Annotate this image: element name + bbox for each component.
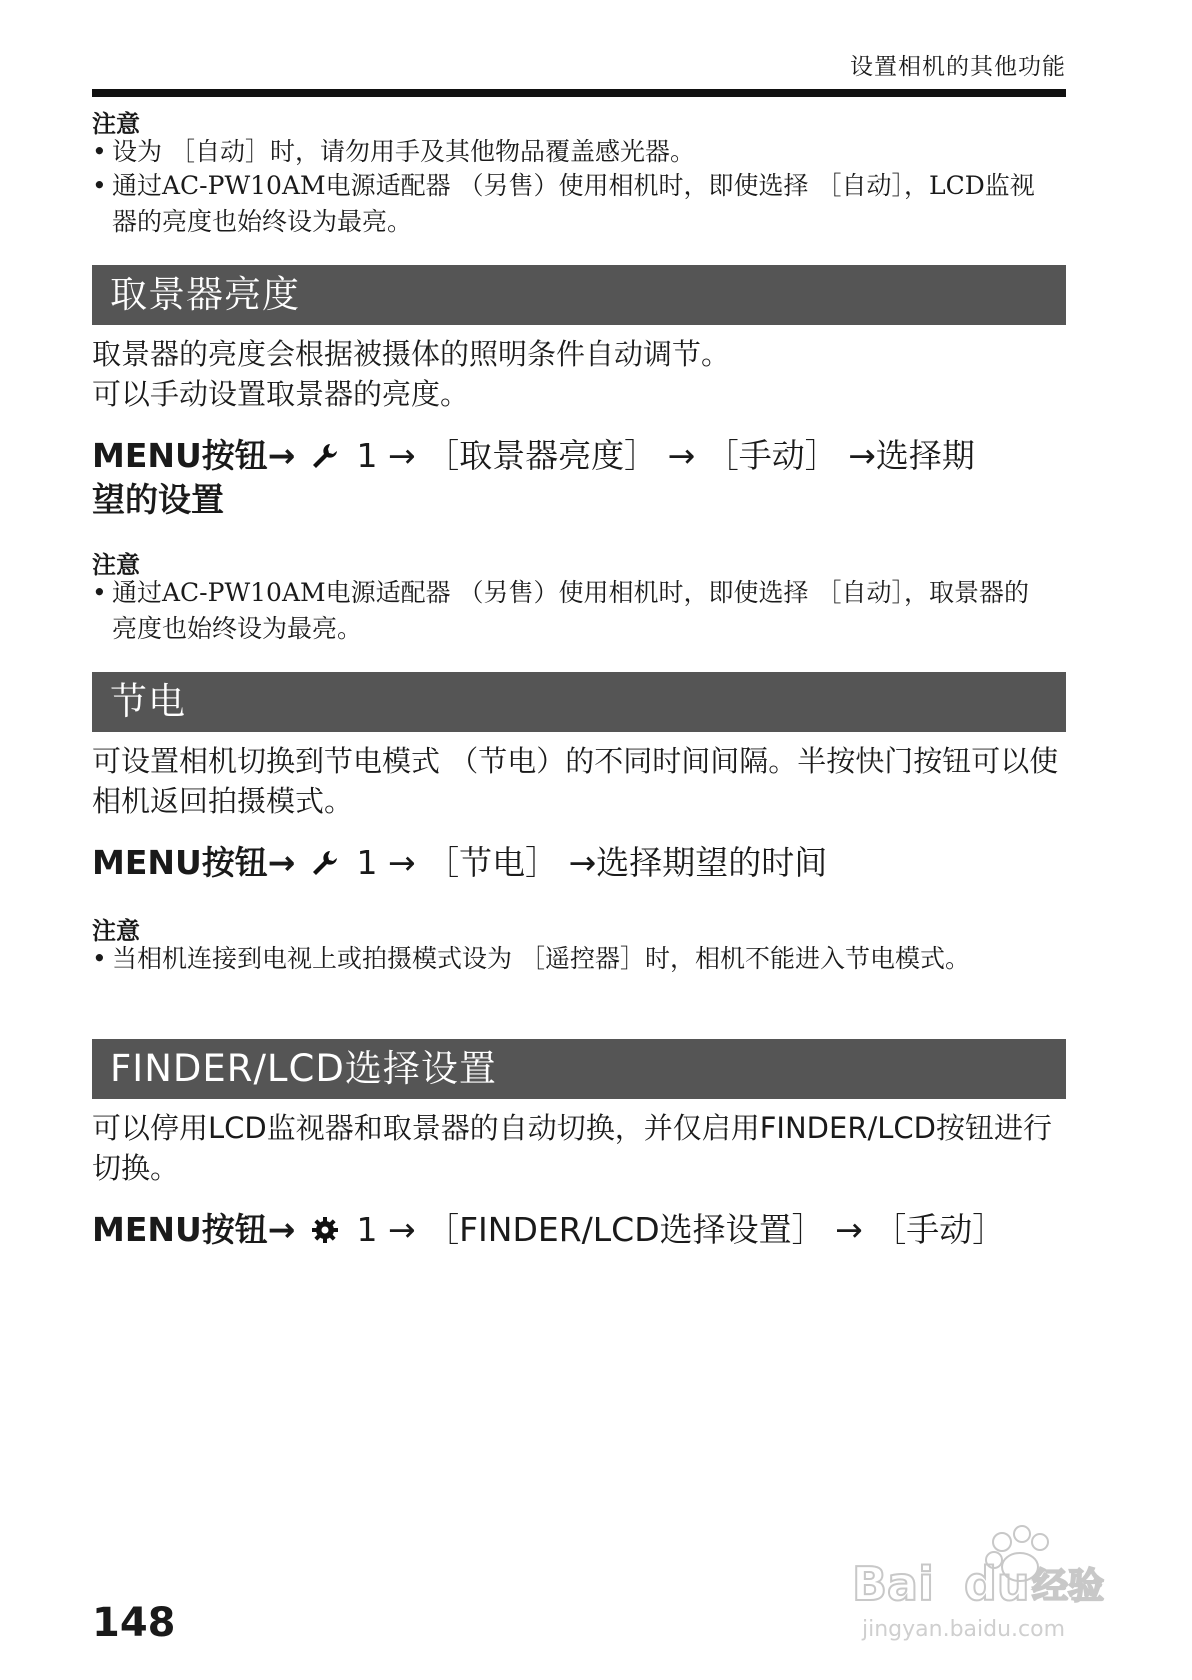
menu-path-rest: 1 → ［FINDER/LCD选择设置］ → ［手动］ [356, 1210, 1006, 1249]
note-item-text: 通过AC-PW10AM电源适配器 （另售）使用相机时，即使选择 ［自动］，LCD监视器的亮度也始终设为最亮。 [112, 171, 1035, 236]
note-item: • 通过AC-PW10AM电源适配器 （另售）使用相机时，即使选择 ［自动］，取景器的亮度也始终设为最亮。 [92, 578, 1030, 643]
note-item: • 通过AC-PW10AM电源适配器 （另售）使用相机时，即使选择 ［自动］，LCD监视器的亮度也始终设为最亮。 [92, 171, 1035, 236]
note-item-text: 通过AC-PW10AM电源适配器 （另售）使用相机时，即使选择 ［自动］，取景器的亮度也始终设为最亮。 [112, 578, 1030, 643]
menu-path-prefix: MENU按钮→ [92, 843, 296, 882]
section-heading: 节电 [92, 672, 1066, 732]
menu-path [92, 434, 1072, 522]
section-body: 取景器的亮度会根据被摄体的照明条件自动调节。 可以手动设置取景器的亮度。 [92, 337, 731, 411]
page-header-title: 设置相机的其他功能 [850, 54, 1066, 80]
svg-text:du: du [964, 1557, 1030, 1611]
wrench-icon [310, 848, 340, 878]
page-number: 148 [92, 1600, 176, 1646]
section-heading: FINDER/LCD选择设置 [92, 1039, 1066, 1099]
note-title: 注意 [92, 110, 140, 138]
menu-path [92, 1208, 1072, 1252]
menu-path [92, 841, 1072, 885]
note-item: • 当相机连接到电视上或拍摄模式设为 ［遥控器］时，相机不能进入节电模式。 [92, 944, 970, 973]
note-item-text: 设为 ［自动］时，请勿用手及其他物品覆盖感光器。 [112, 137, 695, 166]
svg-text:jingyan.baidu.com: jingyan.baidu.com [862, 1617, 1066, 1642]
menu-path-rest: 1 → ［取景器亮度］ → ［手动］ →选择期 [356, 436, 975, 475]
menu-path-prefix: MENU按钮→ [92, 436, 296, 475]
note-item-text: 当相机连接到电视上或拍摄模式设为 ［遥控器］时，相机不能进入节电模式。 [112, 944, 970, 973]
note-title: 注意 [92, 551, 140, 579]
menu-path-rest: 1 → ［节电］ →选择期望的时间 [356, 843, 828, 882]
menu-path-continued: 望的设置 [92, 480, 224, 519]
menu-path-prefix: MENU按钮→ [92, 1210, 296, 1249]
svg-text:Bai: Bai [852, 1557, 934, 1611]
gear-icon [310, 1215, 340, 1245]
note-item: • 设为 ［自动］时，请勿用手及其他物品覆盖感光器。 [92, 137, 695, 166]
header-rule [92, 89, 1066, 97]
section-heading: 取景器亮度 [92, 265, 1066, 325]
svg-text:经验: 经验 [1032, 1566, 1105, 1607]
section-body: 可以停用LCD监视器和取景器的自动切换，并仅启用FINDER/LCD按钮进行切换。 [92, 1111, 1052, 1185]
section-body: 可设置相机切换到节电模式 （节电）的不同时间间隔。半按快门按钮可以使相机返回拍摄模式。 [92, 744, 1059, 818]
wrench-icon [310, 441, 340, 471]
note-title: 注意 [92, 917, 140, 945]
baidu-jingyan-watermark [852, 1512, 1152, 1662]
